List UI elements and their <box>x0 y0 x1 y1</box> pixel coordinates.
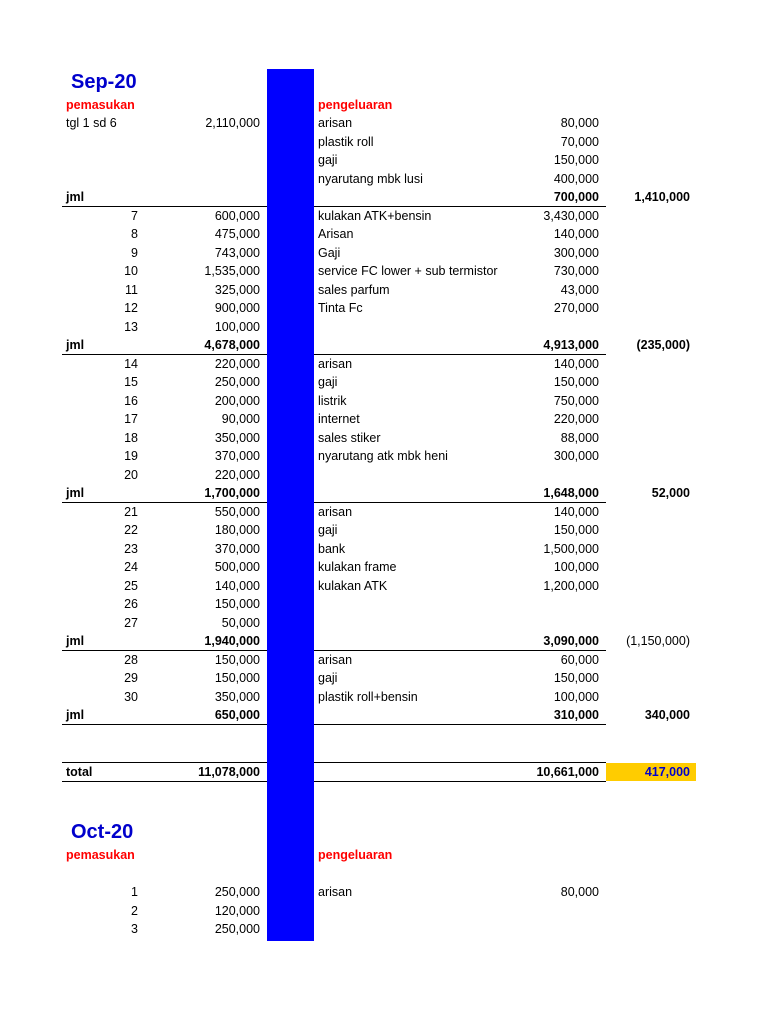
expense-total: 310,000 <box>553 708 599 722</box>
ledger-row <box>0 447 768 466</box>
day-cell: tgl 1 sd 6 <box>66 116 117 130</box>
day-cell: 27 <box>124 615 138 630</box>
day-cell: 24 <box>124 560 138 574</box>
expense-amount: 300,000 <box>553 449 599 463</box>
total-label: jml <box>66 190 85 204</box>
total-label: jml <box>66 486 85 500</box>
expense-total: 1,648,000 <box>543 486 599 500</box>
income-total: 4,678,000 <box>204 338 260 352</box>
ledger-row <box>0 373 768 392</box>
ledger-row <box>0 558 768 577</box>
net-balance: 52,000 <box>651 486 690 500</box>
income-total: 11,078,000 <box>198 764 260 779</box>
expense-amount: 140,000 <box>553 356 599 371</box>
income-amount: 140,000 <box>214 578 260 593</box>
ledger-row <box>0 151 768 170</box>
day-cell: 1 <box>131 885 138 899</box>
expense-item: kulakan frame <box>318 560 397 574</box>
subtotal-row <box>0 484 768 503</box>
day-cell: 10 <box>124 264 138 278</box>
total-label: jml <box>66 708 85 722</box>
income-amount: 100,000 <box>214 319 260 334</box>
income-amount: 350,000 <box>214 430 260 445</box>
ledger-row <box>0 114 768 133</box>
expense-total: 700,000 <box>553 190 599 204</box>
expense-amount: 150,000 <box>553 671 599 685</box>
net-balance: 340,000 <box>644 708 690 722</box>
total-label: jml <box>66 634 85 648</box>
income-amount: 250,000 <box>214 885 260 899</box>
month-title-oct: Oct-20 <box>71 821 134 843</box>
expense-header-oct: pengeluaran <box>318 848 393 862</box>
expense-total: 4,913,000 <box>543 338 599 352</box>
income-amount: 150,000 <box>214 597 260 611</box>
total-label: total <box>66 764 93 779</box>
expense-item: arisan <box>318 652 353 667</box>
expense-amount: 100,000 <box>553 689 599 704</box>
day-cell: 15 <box>124 375 138 389</box>
expense-item: Arisan <box>318 227 354 241</box>
ledger-row <box>0 503 768 522</box>
expense-amount: 750,000 <box>553 393 599 408</box>
income-amount: 370,000 <box>214 541 260 556</box>
expense-amount: 300,000 <box>553 245 599 260</box>
day-cell: 7 <box>131 208 138 223</box>
row-divider <box>314 724 606 725</box>
expense-amount: 80,000 <box>560 885 599 899</box>
expense-amount: 220,000 <box>553 412 599 426</box>
income-amount: 1,535,000 <box>204 264 260 278</box>
income-amount: 500,000 <box>214 560 260 574</box>
expense-item: listrik <box>318 393 347 408</box>
income-amount: 90,000 <box>221 412 260 426</box>
expense-item: arisan <box>318 504 353 519</box>
day-cell: 30 <box>124 689 138 704</box>
net-balance: 1,410,000 <box>634 190 690 204</box>
ledger-row <box>0 651 768 670</box>
expense-amount: 70,000 <box>560 134 599 149</box>
ledger-row <box>0 318 768 337</box>
expense-total: 3,090,000 <box>543 634 599 648</box>
expense-item: service FC lower + sub termistor <box>318 264 498 278</box>
row-divider <box>62 724 267 725</box>
expense-total: 10,661,000 <box>536 764 599 779</box>
income-amount: 743,000 <box>214 245 260 260</box>
day-cell: 14 <box>124 356 138 371</box>
ledger-row <box>0 207 768 226</box>
expense-item: gaji <box>318 523 338 537</box>
expense-item: internet <box>318 412 360 426</box>
ledger-row <box>0 614 768 633</box>
income-amount: 120,000 <box>214 903 260 918</box>
ledger-row <box>0 299 768 318</box>
expense-item: arisan <box>318 116 353 130</box>
ledger-row <box>0 281 768 300</box>
net-balance: (235,000) <box>636 338 690 352</box>
ledger-row <box>0 244 768 263</box>
ledger-row <box>0 577 768 596</box>
ledger-row <box>0 133 768 152</box>
expense-amount: 140,000 <box>553 504 599 519</box>
subtotal-row <box>0 706 768 725</box>
income-total: 1,700,000 <box>204 486 260 500</box>
ledger-row <box>0 225 768 244</box>
income-amount: 220,000 <box>214 467 260 482</box>
day-cell: 25 <box>124 578 138 593</box>
expense-amount: 43,000 <box>560 282 599 297</box>
ledger-row <box>0 688 768 707</box>
income-amount: 475,000 <box>214 227 260 241</box>
ledger-row <box>0 902 768 921</box>
day-cell: 26 <box>124 597 138 611</box>
row-divider <box>62 781 267 782</box>
expense-item: kulakan ATK+bensin <box>318 208 432 223</box>
day-cell: 22 <box>124 523 138 537</box>
day-cell: 3 <box>131 922 138 936</box>
ledger-row <box>0 410 768 429</box>
expense-item: sales parfum <box>318 282 390 297</box>
day-cell: 17 <box>124 412 138 426</box>
income-header-sep: pemasukan <box>66 98 135 112</box>
day-cell: 20 <box>124 467 138 482</box>
day-cell: 9 <box>131 245 138 260</box>
expense-item: nyarutang atk mbk heni <box>318 449 448 463</box>
ledger-row <box>0 170 768 189</box>
ledger-row <box>0 429 768 448</box>
income-amount: 250,000 <box>214 922 260 936</box>
ledger-row <box>0 262 768 281</box>
expense-amount: 140,000 <box>553 227 599 241</box>
day-cell: 2 <box>131 903 138 918</box>
income-total: 650,000 <box>214 708 260 722</box>
income-amount: 600,000 <box>214 208 260 223</box>
expense-item: plastik roll <box>318 134 374 149</box>
income-amount: 220,000 <box>214 356 260 371</box>
day-cell: 29 <box>124 671 138 685</box>
income-amount: 200,000 <box>214 393 260 408</box>
expense-amount: 270,000 <box>553 301 599 315</box>
day-cell: 13 <box>124 319 138 334</box>
expense-amount: 1,500,000 <box>543 541 599 556</box>
expense-item: arisan <box>318 885 353 899</box>
expense-amount: 3,430,000 <box>543 208 599 223</box>
income-amount: 50,000 <box>221 615 260 630</box>
subtotal-row <box>0 188 768 207</box>
expense-item: Tinta Fc <box>318 301 363 315</box>
income-amount: 350,000 <box>214 689 260 704</box>
expense-amount: 100,000 <box>553 560 599 574</box>
month-title-sep: Sep-20 <box>71 71 137 93</box>
expense-amount: 150,000 <box>553 523 599 537</box>
row-divider <box>314 781 606 782</box>
income-amount: 550,000 <box>214 504 260 519</box>
expense-item: bank <box>318 541 346 556</box>
income-amount: 2,110,000 <box>205 116 260 130</box>
expense-item: gaji <box>318 671 338 685</box>
expense-item: plastik roll+bensin <box>318 689 418 704</box>
total-label: jml <box>66 338 85 352</box>
income-amount: 180,000 <box>214 523 260 537</box>
expense-amount: 150,000 <box>553 153 599 167</box>
expense-item: kulakan ATK <box>318 578 388 593</box>
day-cell: 11 <box>125 282 138 297</box>
ledger-row <box>0 883 768 902</box>
expense-item: arisan <box>318 356 353 371</box>
expense-item: gaji <box>318 375 338 389</box>
expense-amount: 88,000 <box>560 430 599 445</box>
expense-amount: 730,000 <box>553 264 599 278</box>
income-amount: 370,000 <box>214 449 260 463</box>
grand-total-net: 417,000 <box>606 763 696 782</box>
day-cell: 23 <box>124 541 138 556</box>
expense-item: nyarutang mbk lusi <box>318 171 423 186</box>
ledger-row <box>0 466 768 485</box>
expense-item: gaji <box>318 153 338 167</box>
grand-total-row <box>0 763 768 782</box>
day-cell: 18 <box>124 430 138 445</box>
ledger-row <box>0 355 768 374</box>
expense-amount: 80,000 <box>560 116 599 130</box>
day-cell: 28 <box>124 652 138 667</box>
income-amount: 250,000 <box>214 375 260 389</box>
net-balance: (1,150,000) <box>626 634 690 648</box>
income-amount: 325,000 <box>214 282 260 297</box>
day-cell: 16 <box>124 393 138 408</box>
ledger-row <box>0 392 768 411</box>
ledger-row <box>0 521 768 540</box>
income-amount: 900,000 <box>214 301 260 315</box>
income-total: 1,940,000 <box>204 634 260 648</box>
subtotal-row <box>0 632 768 651</box>
income-header-oct: pemasukan <box>66 848 135 862</box>
expense-amount: 150,000 <box>553 375 599 389</box>
day-cell: 8 <box>131 227 138 241</box>
ledger-row <box>0 595 768 614</box>
expense-amount: 400,000 <box>553 171 599 186</box>
ledger-row <box>0 669 768 688</box>
day-cell: 19 <box>124 449 138 463</box>
ledger-row <box>0 540 768 559</box>
expense-item: sales stiker <box>318 430 381 445</box>
expense-amount: 60,000 <box>560 652 599 667</box>
subtotal-row <box>0 336 768 355</box>
expense-item: Gaji <box>318 245 341 260</box>
expense-header-sep: pengeluaran <box>318 98 393 112</box>
expense-amount: 1,200,000 <box>543 578 599 593</box>
income-amount: 150,000 <box>214 671 260 685</box>
income-amount: 150,000 <box>214 652 260 667</box>
day-cell: 12 <box>124 301 138 315</box>
ledger-row <box>0 920 768 939</box>
day-cell: 21 <box>124 504 138 519</box>
